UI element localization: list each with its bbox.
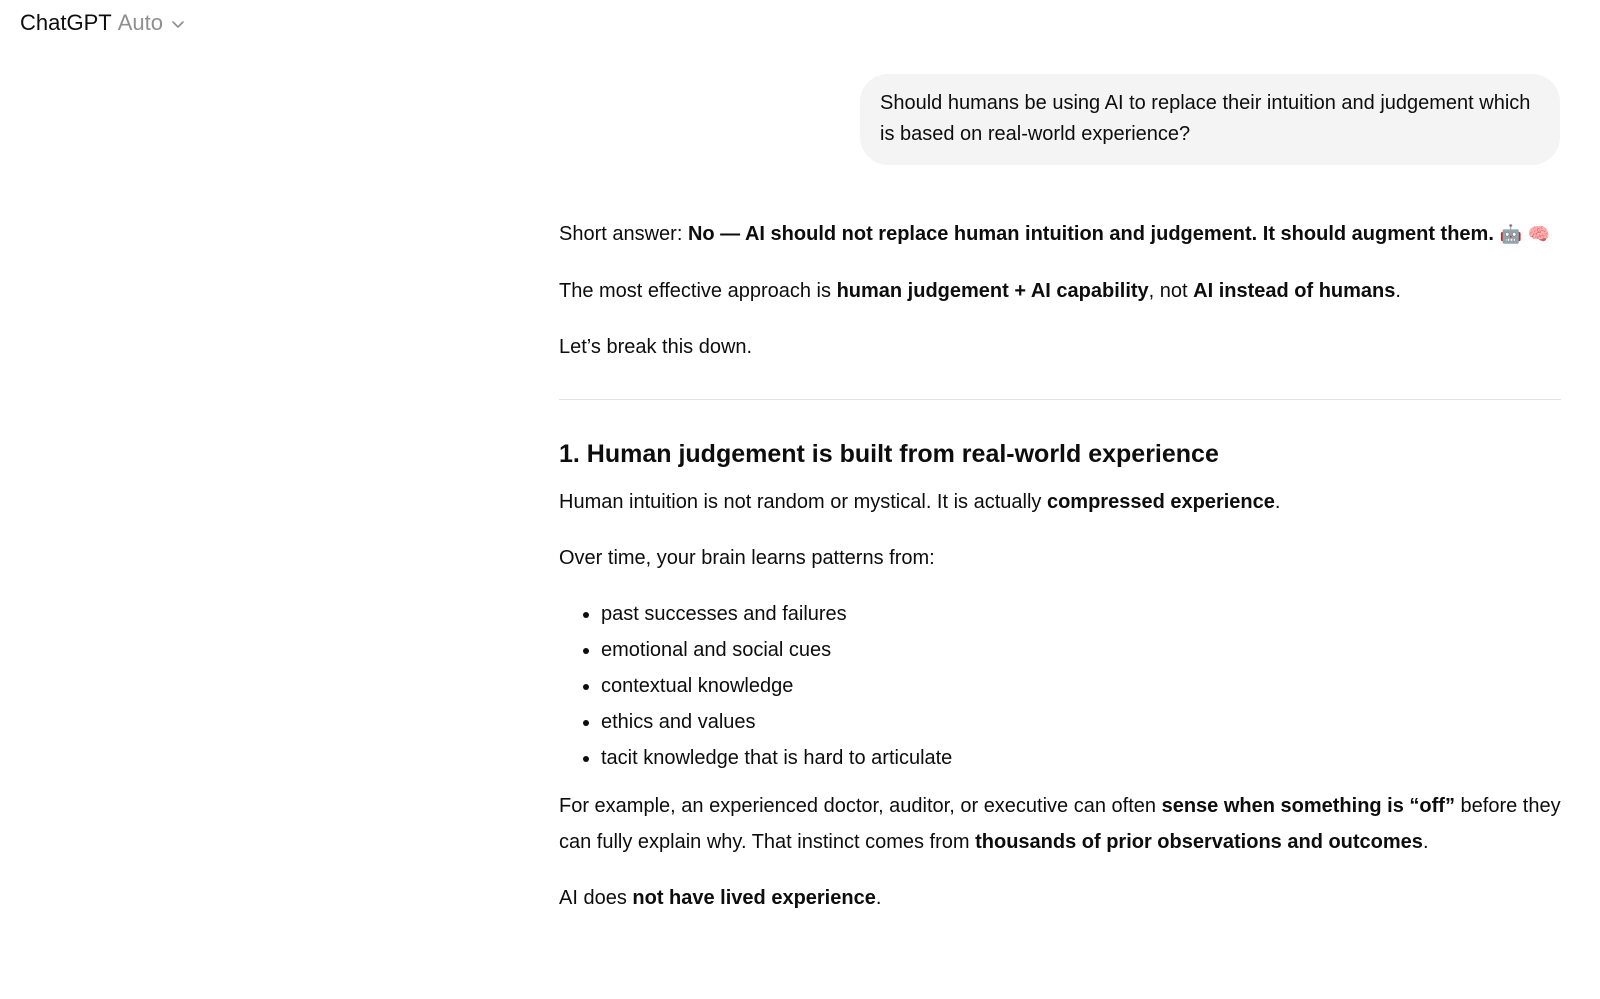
- short-answer-bold: No — AI should not replace human intuition and judgement. It should augment them.: [687, 223, 1494, 245]
- model-selector[interactable]: [20, 10, 187, 36]
- chevron-down-icon: [169, 15, 187, 33]
- list-item: • contextual knowledge: [601, 668, 1561, 704]
- text-run: .: [1274, 491, 1281, 513]
- patterns-list: [559, 596, 1561, 776]
- robot-emoji: 🤖: [1499, 224, 1522, 245]
- list-item: • emotional and social cues: [601, 632, 1561, 668]
- text-run: Human intuition is not random or mystical. It is actually: [559, 491, 1047, 513]
- text-run: .: [1395, 280, 1401, 302]
- list-item: • past successes and failures: [601, 596, 1561, 632]
- user-message-bubble: [860, 74, 1560, 165]
- bold-run: not have lived experience: [632, 887, 876, 909]
- text-run: For example, an experienced doctor, auditor, or executive can often: [559, 795, 1162, 817]
- assistant-message: [559, 216, 1561, 936]
- list-item: • ethics and values: [601, 704, 1561, 740]
- patterns-intro-paragraph: Over time, your brain learns patterns from:: [559, 547, 935, 569]
- bold-run: compressed experience: [1046, 491, 1275, 513]
- bold-run: human judgement + AI capability: [836, 280, 1149, 302]
- text-run: , not: [1148, 280, 1194, 302]
- short-answer-prefix: Short answer:: [559, 223, 688, 245]
- bold-run: thousands of prior observations and outcomes: [975, 831, 1423, 853]
- text-run: .: [1422, 831, 1429, 853]
- intuition-paragraph: [559, 484, 1561, 520]
- lived-experience-paragraph: [559, 880, 1561, 916]
- user-message-text: Should humans be using AI to replace their intuition and judgement which is based on real-world experience?: [880, 92, 1531, 145]
- bold-run: AI instead of humans: [1193, 280, 1396, 302]
- section-divider: [559, 399, 1561, 400]
- text-run: The most effective approach is: [559, 280, 837, 302]
- text-run: .: [875, 887, 882, 909]
- example-paragraph: [559, 788, 1561, 860]
- text-run: before they can fully explain why. That instinct comes from: [559, 795, 1561, 853]
- section-heading: 1. Human judgement is built from real-world experience: [559, 440, 1219, 468]
- app-name: ChatGPT: [20, 10, 112, 35]
- bold-run: sense when something is “off”: [1161, 795, 1455, 817]
- approach-paragraph: [559, 273, 1561, 309]
- breakdown-paragraph: Let’s break this down.: [559, 336, 753, 358]
- model-label: Auto: [117, 10, 163, 35]
- short-answer-paragraph: [559, 216, 1561, 253]
- brain-emoji: 🧠: [1527, 224, 1550, 245]
- list-item: • tacit knowledge that is hard to articulate: [601, 740, 1561, 776]
- text-run: AI does: [559, 887, 633, 909]
